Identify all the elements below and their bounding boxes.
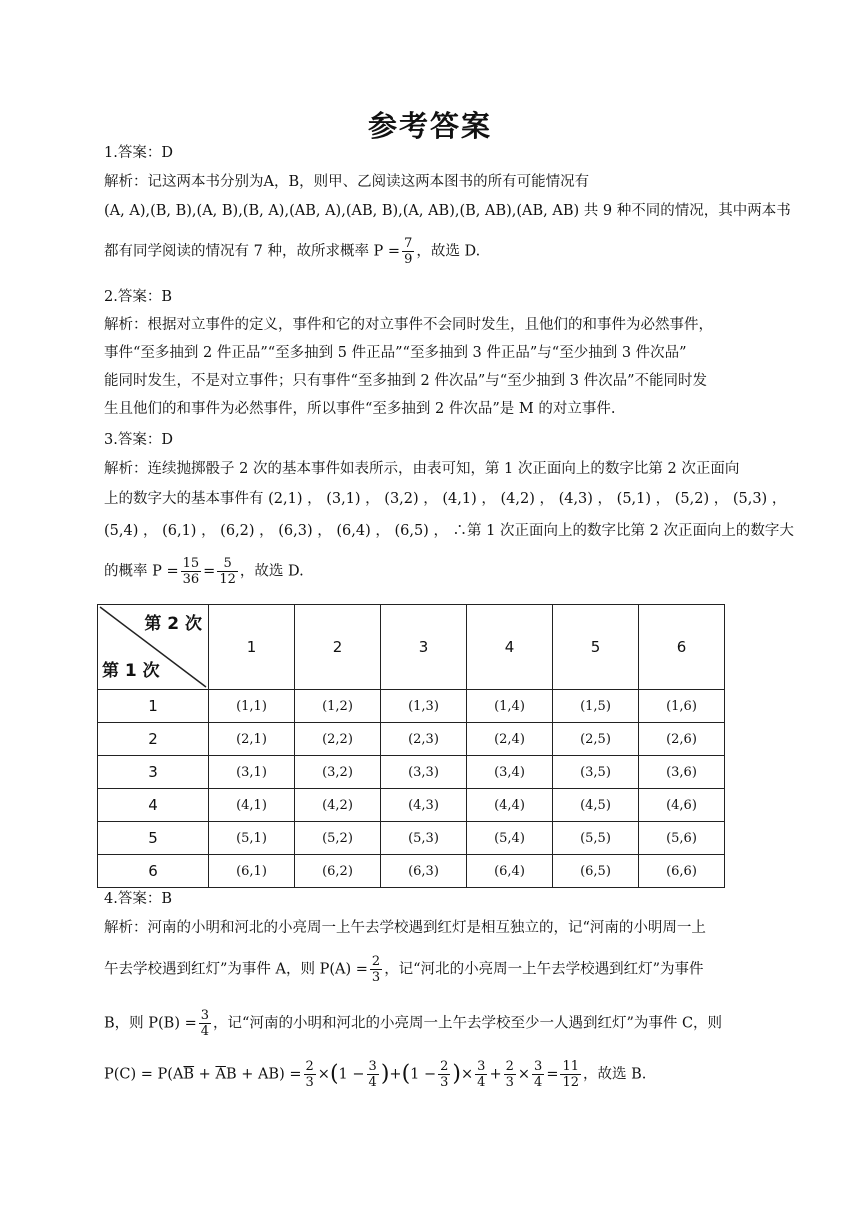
row-header: 3 (98, 756, 209, 789)
row-header: 1 (98, 690, 209, 723)
q4-frac (367, 1059, 379, 1090)
row-header: 4 (98, 789, 209, 822)
table-cell: (3,6) (639, 756, 725, 789)
table-cell: (5,5) (553, 822, 639, 855)
table-cell: (5,3) (381, 822, 467, 855)
q4-line-2 (104, 954, 704, 985)
q4-line-1: 解析：河南的小明和河北的小亮周一上午去学校遇到红灯是相互独立的，记“河南的小明周一上 (104, 920, 706, 936)
q4-paren-close: ) (380, 1061, 390, 1087)
q3-fraction-2 (217, 556, 238, 587)
q4-one-minus: 1 − (410, 1066, 437, 1083)
frac-num: 2 (305, 1059, 314, 1074)
q4-pb-fraction (199, 1008, 211, 1039)
row-header: 5 (98, 822, 209, 855)
table-cell: (2,3) (381, 723, 467, 756)
col-header: 1 (209, 605, 295, 690)
table-cell: (2,5) (553, 723, 639, 756)
col-header: 3 (381, 605, 467, 690)
q2-line-1: 解析：根据对立事件的定义，事件和它的对立事件不会同时发生，且他们的和事件为必然事件， (104, 317, 713, 333)
frac-den: 3 (305, 1075, 314, 1090)
q4-paren-open: ( (329, 1061, 339, 1087)
q3-prob-text: 的概率 P = (104, 563, 179, 580)
q4-a-complement: $\overline{A}$ (215, 1066, 226, 1083)
q4-pb-text: B，则 P(B) = (104, 1015, 197, 1032)
table-cell: (3,1) (209, 756, 295, 789)
q1-fraction (402, 236, 414, 267)
table-row (98, 789, 725, 822)
frac-num: 3 (477, 1059, 486, 1074)
table-cell: (4,4) (467, 789, 553, 822)
table-cell: (4,2) (295, 789, 381, 822)
q1-frac-den: 9 (404, 252, 413, 267)
table-corner-cell (98, 605, 209, 690)
q3-conclusion: ，故选 D. (239, 563, 304, 580)
q4-plus: + (389, 1066, 402, 1083)
q4-formula (104, 1059, 646, 1090)
q4-frac (532, 1059, 544, 1090)
q4-formula-lhs: P(C) = P(A (104, 1066, 184, 1083)
table-cell: (6,2) (295, 855, 381, 888)
q3-fraction-1 (181, 556, 202, 587)
table-cell: (1,4) (467, 690, 553, 723)
table-cell: (4,6) (639, 789, 725, 822)
q2-line-4: 生且他们的和事件为必然事件，所以事件“至多抽到 2 件次品”是 M 的对立事件. (104, 401, 616, 417)
table-cell: (1,5) (553, 690, 639, 723)
q4-one-minus: 1 − (338, 1066, 365, 1083)
q4-answer: 4.答案：B (104, 891, 172, 907)
col-header: 4 (467, 605, 553, 690)
q1-line-3 (104, 236, 480, 267)
row-header: 2 (98, 723, 209, 756)
q4-pa-fraction (370, 954, 382, 985)
q4-frac (475, 1059, 487, 1090)
col-header: 5 (553, 605, 639, 690)
frac-den: 3 (440, 1075, 449, 1090)
frac-den: 4 (368, 1075, 377, 1090)
q4-pa-num: 2 (371, 954, 381, 969)
table-cell: (6,5) (553, 855, 639, 888)
q3-frac2-num: 5 (217, 556, 238, 572)
frac-den: 12 (562, 1075, 580, 1090)
q4-plus: + (194, 1066, 216, 1083)
q4-event-b-text: ，记“河北的小亮周一上午去学校遇到红灯”为事件 (384, 961, 704, 978)
frac-num: 2 (505, 1059, 514, 1074)
q4-times: × (317, 1066, 330, 1083)
table-cell: (3,4) (467, 756, 553, 789)
table-cell: (5,2) (295, 822, 381, 855)
q4-pb-num: 3 (200, 1008, 210, 1023)
page-title: 参考答案 (367, 109, 492, 143)
table-cell: (5,1) (209, 822, 295, 855)
table-cell: (6,4) (467, 855, 553, 888)
dice-outcome-table (97, 604, 725, 888)
q4-formula-rest: B + AB) = (225, 1066, 302, 1083)
table-row (98, 690, 725, 723)
q3-line-4 (104, 556, 304, 587)
table-cell: (2,6) (639, 723, 725, 756)
corner-label-second-roll: 第 2 次 (144, 614, 202, 634)
table-header-row (98, 605, 725, 690)
table-cell: (1,6) (639, 690, 725, 723)
q2-answer: 2.答案：B (104, 289, 172, 305)
q4-paren-close: ) (452, 1061, 462, 1087)
q3-line-3: (5,4) ， (6,1) ， (6,2) ， (6,3) ， (6,4) ， (6,5) ， ∴第 1 次正面向上的数字比第 2 次正面向上的数字大 (104, 523, 794, 539)
table-cell: (1,2) (295, 690, 381, 723)
table-cell: (3,5) (553, 756, 639, 789)
col-header: 6 (639, 605, 725, 690)
corner-label-first-roll: 第 1 次 (102, 661, 160, 681)
table-row (98, 822, 725, 855)
q1-cases: (A, A),(B, B),(A, B),(B, A),(AB, A),(AB, B),(A, AB),(B, AB),(AB, AB) (104, 203, 580, 219)
q4-frac (438, 1059, 450, 1090)
col-header: 2 (295, 605, 381, 690)
table-cell: (5,6) (639, 822, 725, 855)
q4-event-c-text: ，记“河南的小明和河北的小亮周一上午去学校至少一人遇到红灯”为事件 C，则 (213, 1015, 723, 1032)
table-cell: (2,4) (467, 723, 553, 756)
q1-prob-text: 都有同学阅读的情况有 7 种，故所求概率 P = (104, 243, 401, 260)
table-row (98, 723, 725, 756)
q4-frac (504, 1059, 516, 1090)
table-cell: (6,3) (381, 855, 467, 888)
q2-line-2: 事件“至多抽到 2 件正品”“至多抽到 5 件正品”“至多抽到 3 件正品”与“至少抽到 3 件次品” (104, 345, 687, 361)
table-cell: (2,2) (295, 723, 381, 756)
table-cell: (6,1) (209, 855, 295, 888)
frac-num: 3 (368, 1059, 377, 1074)
frac-num: 3 (534, 1059, 543, 1074)
q1-conclusion: ，故选 D. (416, 243, 481, 260)
table-cell: (1,1) (209, 690, 295, 723)
row-header: 6 (98, 855, 209, 888)
q4-pb-den: 4 (200, 1024, 210, 1039)
table-row (98, 756, 725, 789)
q4-times: × (461, 1066, 474, 1083)
table-cell: (3,2) (295, 756, 381, 789)
table-cell: (4,3) (381, 789, 467, 822)
q4-pa-den: 3 (371, 970, 381, 985)
q1-count: 共 9 种不同的情况，其中两本书 (579, 203, 791, 219)
frac-den: 4 (477, 1075, 486, 1090)
q4-frac-result (560, 1059, 581, 1090)
q1-frac-num: 7 (404, 236, 413, 251)
q4-frac (304, 1059, 316, 1090)
q4-times: × (517, 1066, 531, 1083)
table-cell: (5,4) (467, 822, 553, 855)
q3-frac1-num: 15 (182, 556, 200, 571)
q3-line-1: 解析：连续抛掷骰子 2 次的基本事件如表所示，由表可知，第 1 次正面向上的数字比第 2 次正面向 (104, 461, 740, 477)
q4-plus: + (489, 1066, 502, 1083)
q4-paren-open: ( (401, 1061, 411, 1087)
frac-den: 3 (505, 1075, 514, 1090)
q3-frac2-den: 12 (219, 572, 236, 587)
frac-num: 2 (440, 1059, 449, 1074)
table-cell: (2,1) (209, 723, 295, 756)
table-cell: (4,1) (209, 789, 295, 822)
frac-den: 4 (534, 1075, 543, 1090)
table-cell: (1,3) (381, 690, 467, 723)
table-cell: (3,3) (381, 756, 467, 789)
q1-line-1: 解析：记这两本书分别为A，B，则甲、乙阅读这两本图书的所有可能情况有 (104, 174, 590, 190)
table-cell: (6,6) (639, 855, 725, 888)
q4-line-3 (104, 1008, 722, 1039)
q1-line-2 (104, 201, 791, 221)
table-row (98, 855, 725, 888)
q4-equals: = (546, 1066, 559, 1083)
frac-num: 11 (562, 1059, 580, 1074)
table-cell: (4,5) (553, 789, 639, 822)
q1-answer: 1.答案：D (104, 145, 173, 161)
q4-pa-text: 午去学校遇到红灯”为事件 A，则 P(A) = (104, 961, 368, 978)
q4-conclusion: ，故选 B. (583, 1066, 647, 1083)
q3-frac1-den: 36 (182, 572, 200, 587)
q3-answer: 3.答案：D (104, 432, 173, 448)
q4-b-complement: $\overline{B}$ (183, 1066, 195, 1083)
q3-line-2: 上的数字大的基本事件有 (2,1) ， (3,1) ， (3,2) ， (4,1) ， (4,2) ， (4,3) ， (5,1) ， (5,2) ， (5,3) ， (104, 491, 787, 507)
q2-line-3: 能同时发生，不是对立事件；只有事件“至多抽到 2 件次品”与“至少抽到 3 件次品”不能同时发 (104, 373, 708, 389)
q3-equals: = (203, 563, 216, 580)
